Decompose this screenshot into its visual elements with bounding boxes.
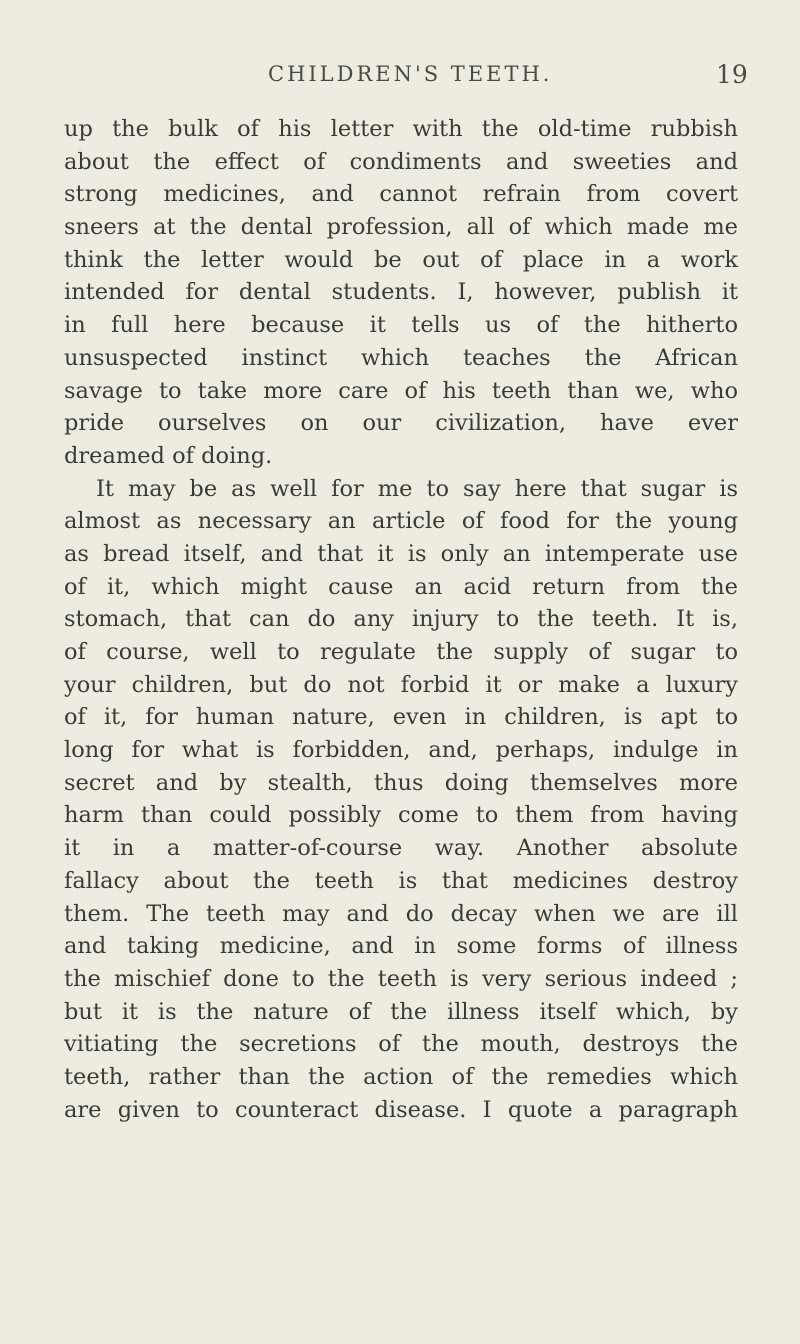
text-line: the mischief done to the teeth is very serious indeed ; [64,965,738,992]
running-head: CHILDREN'S TEETH. [268,62,553,86]
page-number: 19 [716,60,748,89]
text-line: almost as necessary an article of food for the young [64,508,738,535]
text-line: of it, which might cause an acid return from the [64,573,738,600]
text-line: harm than could possibly come to them from having [64,802,738,829]
text-line: them. The teeth may and do decay when we are ill [64,900,738,927]
text-line: sneers at the dental profession, all of which made me [64,214,738,241]
text-line: fallacy about the teeth is that medicines destroy [64,867,738,894]
text-line: unsuspected instinct which teaches the African [64,344,738,371]
page-header [0,62,800,96]
text-line: are given to counteract disease. I quote a paragraph [64,1096,738,1123]
text-line: up the bulk of his letter with the old-time rubbish [64,116,738,142]
text-line: stomach, that can do any injury to the teeth. It is, [64,606,738,633]
text-line: it in a matter-of-course way. Another absolute [64,835,738,862]
text-line: of it, for human nature, even in children, is apt to [64,704,738,731]
text-line: savage to take more care of his teeth than we, who [64,377,738,404]
text-line: about the effect of condiments and sweeties and [64,148,738,175]
text-line: dreamed of doing. [64,442,273,469]
text-line: strong medicines, and cannot refrain from covert [64,181,738,208]
text-line: long for what is forbidden, and, perhaps, indulge in [64,737,738,764]
text-line: as bread itself, and that it is only an intemperate use [64,540,738,567]
text-line: secret and by stealth, thus doing themselves more [64,769,738,796]
body-text [64,113,738,1126]
text-line: teeth, rather than the action of the remedies which [64,1063,738,1090]
text-line: but it is the nature of the illness itself which, by [64,998,738,1025]
text-line: and taking medicine, and in some forms of illness [64,933,738,960]
text-line: pride ourselves on our civilization, have ever [64,410,738,437]
text-line: think the letter would be out of place in a work [64,246,738,273]
text-line: intended for dental students. I, however, publish it [64,279,738,306]
text-line: vitiating the secretions of the mouth, destroys the [64,1031,738,1058]
text-line: your children, but do not forbid it or make a luxury [64,671,738,698]
text-line: It may be as well for me to say here that sugar is [96,475,738,502]
text-line: in full here because it tells us of the hitherto [64,312,738,339]
text-line: of course, well to regulate the supply of sugar to [64,639,738,665]
